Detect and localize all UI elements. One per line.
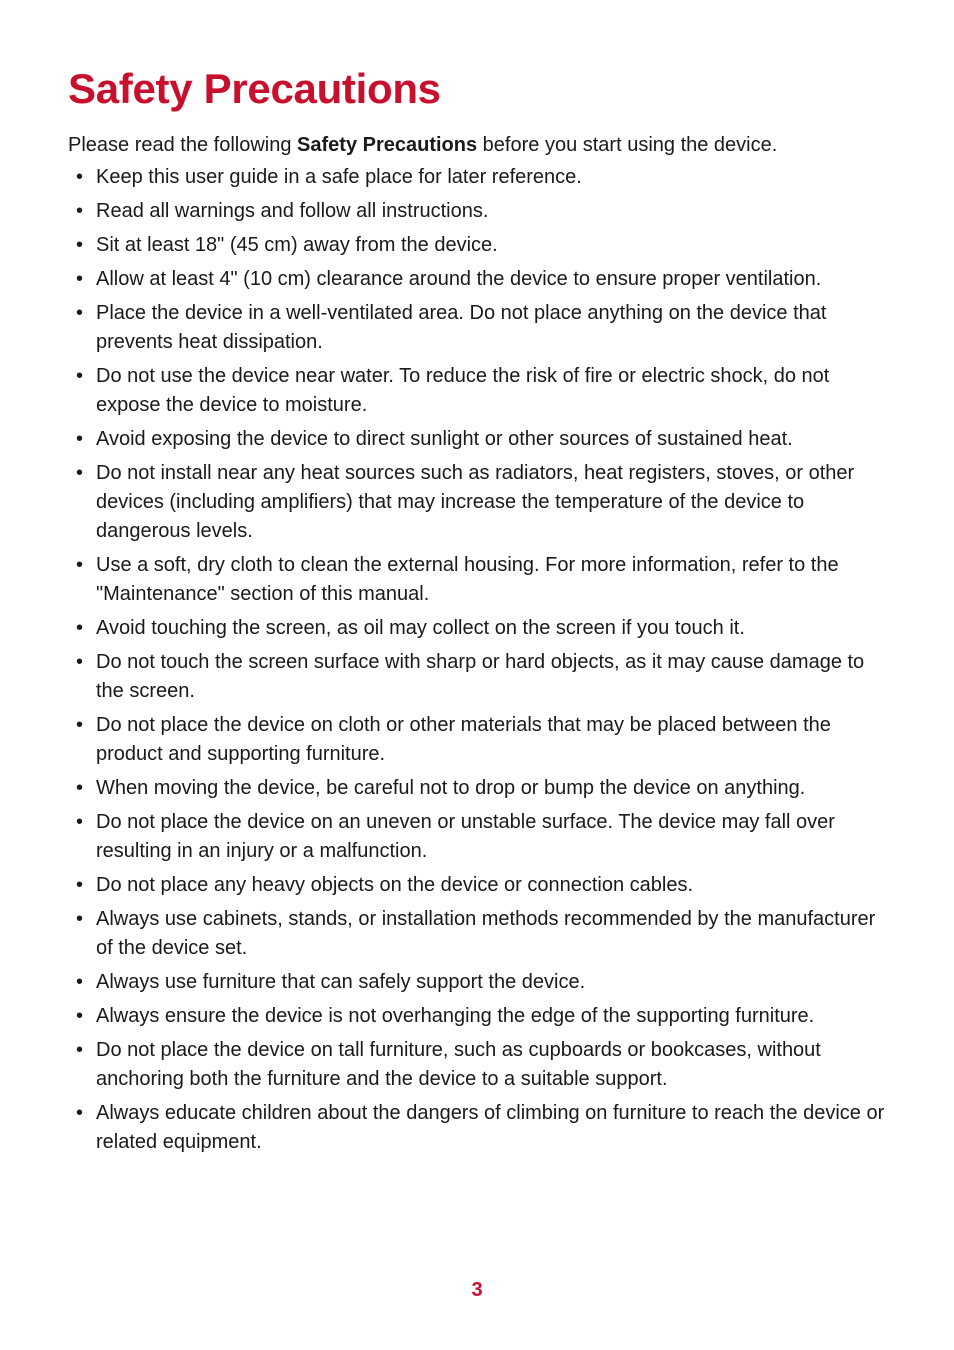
list-item-text: Sit at least 18" (45 cm) away from the device.	[96, 234, 498, 256]
list-item	[68, 425, 888, 454]
list-item-text: Always use cabinets, stands, or installation methods recommended by the manufacturer of the device set.	[96, 908, 876, 959]
list-item-text: Read all warnings and follow all instructions.	[96, 200, 489, 222]
list-item	[68, 808, 888, 866]
intro-text-bold: Safety Precautions	[297, 134, 478, 156]
bullet-icon: •	[76, 200, 84, 222]
list-item	[68, 231, 888, 260]
list-item-text: Allow at least 4" (10 cm) clearance around the device to ensure proper ventilation.	[96, 268, 822, 290]
bullet-icon: •	[76, 971, 84, 993]
bullet-icon: •	[76, 365, 84, 387]
list-item	[68, 711, 888, 769]
bullet-icon: •	[76, 1039, 84, 1061]
bullet-icon: •	[76, 617, 84, 639]
list-item	[68, 551, 888, 609]
page-number: 3	[471, 1279, 483, 1301]
bullet-icon: •	[76, 811, 84, 833]
list-item	[68, 1099, 888, 1157]
list-item	[68, 1036, 888, 1094]
list-item-text: Do not place any heavy objects on the device or connection cables.	[96, 874, 694, 896]
bullet-icon: •	[76, 166, 84, 188]
bullet-icon: •	[76, 428, 84, 450]
list-item	[68, 197, 888, 226]
list-item-text: Do not place the device on an uneven or unstable surface. The device may fall over resulting in an injury or a malfunction.	[96, 811, 835, 862]
bullet-icon: •	[76, 874, 84, 896]
list-item-text: Do not place the device on tall furniture, such as cupboards or bookcases, without anchoring both the furniture and the device to a suitable support.	[96, 1039, 821, 1090]
list-item-text: Do not use the device near water. To reduce the risk of fire or electric shock, do not expose the device to moisture.	[96, 365, 830, 416]
list-item-text: Do not touch the screen surface with sharp or hard objects, as it may cause damage to the screen.	[96, 651, 865, 702]
intro-text-before: Please read the following	[68, 134, 298, 156]
intro-text-after: before you start using the device.	[477, 134, 778, 156]
bullet-icon: •	[76, 714, 84, 736]
list-item-text: Keep this user guide in a safe place for later reference.	[96, 166, 582, 188]
list-item	[68, 968, 888, 997]
list-item-text: Place the device in a well-ventilated area. Do not place anything on the device that prevents heat dissipation.	[96, 302, 827, 353]
list-item-text: Always educate children about the dangers of climbing on furniture to reach the device or related equipment.	[96, 1102, 885, 1153]
list-item	[68, 362, 888, 420]
safety-bullet-list	[68, 163, 888, 1157]
list-item	[68, 614, 888, 643]
list-item-text: Always use furniture that can safely support the device.	[96, 971, 586, 993]
list-item	[68, 774, 888, 803]
bullet-icon: •	[76, 268, 84, 290]
bullet-icon: •	[76, 462, 84, 484]
list-item	[68, 648, 888, 706]
list-item	[68, 265, 888, 294]
list-item	[68, 905, 888, 963]
list-item-text: Do not install near any heat sources such as radiators, heat registers, stoves, or other devices (including amplifiers) that may increase the temperature of the device to dangerous levels.	[96, 462, 855, 542]
list-item-text: When moving the device, be careful not to drop or bump the device on anything.	[96, 777, 806, 799]
bullet-icon: •	[76, 554, 84, 576]
page-title: Safety Precautions	[68, 65, 441, 112]
list-item-text: Avoid touching the screen, as oil may collect on the screen if you touch it.	[96, 617, 745, 639]
bullet-icon: •	[76, 1102, 84, 1124]
bullet-icon: •	[76, 777, 84, 799]
list-item-text: Do not place the device on cloth or other materials that may be placed between the product and supporting furniture.	[96, 714, 831, 765]
intro-paragraph	[68, 131, 888, 159]
bullet-icon: •	[76, 302, 84, 324]
list-item	[68, 459, 888, 546]
bullet-icon: •	[76, 1005, 84, 1027]
list-item	[68, 1002, 888, 1031]
list-item	[68, 163, 888, 192]
list-item	[68, 871, 888, 900]
list-item-text: Use a soft, dry cloth to clean the external housing. For more information, refer to the "Maintenance" section of this manual.	[96, 554, 839, 605]
list-item-text: Avoid exposing the device to direct sunlight or other sources of sustained heat.	[96, 428, 793, 450]
list-item	[68, 299, 888, 357]
list-item-text: Always ensure the device is not overhanging the edge of the supporting furniture.	[96, 1005, 815, 1027]
document-page	[68, 60, 888, 1162]
bullet-icon: •	[76, 908, 84, 930]
bullet-icon: •	[76, 651, 84, 673]
bullet-icon: •	[76, 234, 84, 256]
